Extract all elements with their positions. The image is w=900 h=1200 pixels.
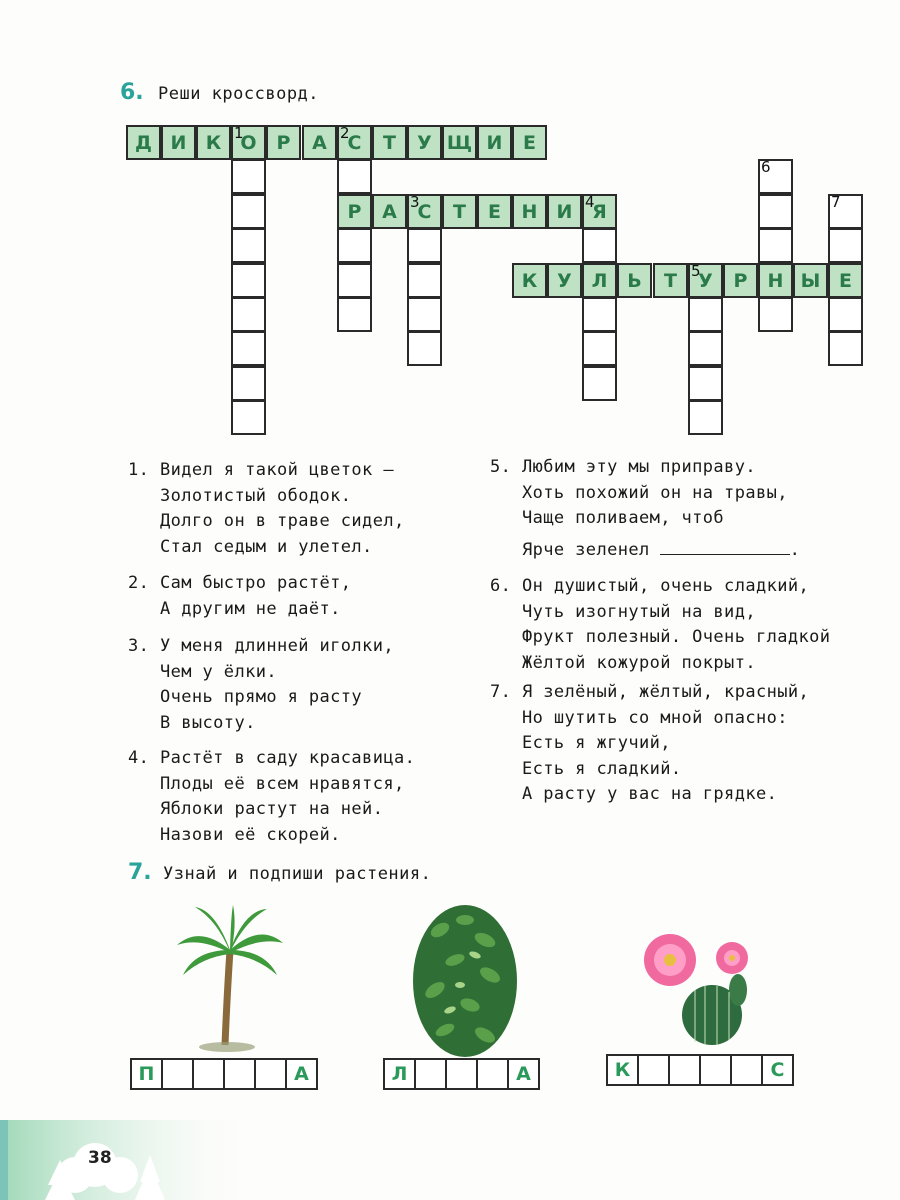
crossword-cell[interactable]: [337, 125, 372, 160]
crossword-cell[interactable]: [442, 194, 477, 229]
riddle-number: 7.: [490, 682, 512, 702]
crossword-letter: Р: [733, 269, 748, 292]
answer-letter-cell[interactable]: Л: [383, 1058, 416, 1090]
page-number: 38: [88, 1148, 112, 1168]
crossword-cell[interactable]: [828, 263, 863, 298]
riddle-line: Долго он в траве сидел,: [160, 511, 405, 531]
crossword-cell[interactable]: [477, 194, 512, 229]
palm-tree-image: [175, 905, 285, 1055]
crossword-cell[interactable]: [231, 297, 266, 332]
riddle: [490, 680, 810, 808]
riddle: [128, 458, 405, 560]
riddle-line: Я зелёный, жёлтый, красный,: [522, 682, 810, 702]
crossword-cell[interactable]: [477, 125, 512, 160]
riddle-line: Стал седым и улетел.: [160, 536, 373, 557]
crossword-cell[interactable]: [407, 263, 442, 298]
crossword-cell[interactable]: [337, 228, 372, 263]
crossword-cell[interactable]: [758, 228, 793, 263]
riddle-line: Растёт в саду красавица.: [160, 748, 416, 768]
crossword-cell[interactable]: [231, 366, 266, 401]
crossword-letter: Р: [276, 131, 291, 154]
crossword-cell[interactable]: [337, 263, 372, 298]
crossword-cell[interactable]: [231, 263, 266, 298]
riddle-line: Чаще поливаем, чтоб: [522, 508, 725, 528]
crossword-letter: Щ: [446, 131, 473, 154]
answer-letter-cell[interactable]: [730, 1054, 763, 1086]
answer-box-palm[interactable]: [130, 1058, 318, 1090]
crossword-letter: А: [382, 200, 397, 223]
riddle: [490, 455, 801, 563]
crossword-cell[interactable]: [828, 228, 863, 263]
crossword-cell[interactable]: [442, 125, 477, 160]
crossword-cell[interactable]: [688, 297, 723, 332]
riddle-line: Но шутить со мной опасно:: [522, 707, 788, 728]
answer-letter-cell[interactable]: [476, 1058, 509, 1090]
riddle-line: Есть я жгучий,: [522, 733, 671, 753]
crossword-clue-number: 3: [410, 193, 420, 211]
crossword-cell[interactable]: [547, 263, 582, 298]
answer-box-cactus[interactable]: [606, 1054, 794, 1086]
crossword-cell[interactable]: [653, 263, 688, 298]
crossword-cell[interactable]: [372, 194, 407, 229]
crossword-letter: У: [698, 269, 713, 292]
crossword-letter: К: [205, 131, 222, 154]
answer-letter-cell[interactable]: [161, 1058, 194, 1090]
crossword-letter: Н: [767, 269, 784, 292]
crossword-clue-number: 7: [831, 193, 841, 211]
crossword-cell[interactable]: [723, 263, 758, 298]
crossword-letter: Д: [135, 131, 152, 154]
crossword-cell[interactable]: [407, 194, 442, 229]
riddle-line: Фрукт полезный. Очень гладкой: [522, 627, 831, 647]
crossword-clue-number: 4: [585, 193, 595, 211]
riddle-line: Он душистый, очень сладкий,: [522, 576, 810, 596]
riddle-number: 4.: [128, 748, 150, 768]
answer-letter-cell[interactable]: С: [761, 1054, 794, 1086]
task-6-instruction: Реши кроссворд.: [158, 84, 320, 104]
crossword-letter: Я: [592, 200, 607, 223]
crossword-cell[interactable]: [512, 263, 547, 298]
answer-letter-cell[interactable]: А: [285, 1058, 318, 1090]
riddle: [128, 634, 394, 736]
crossword-cell[interactable]: [582, 228, 617, 263]
crossword-clue-number: 1: [234, 124, 244, 142]
crossword-cell[interactable]: [512, 125, 547, 160]
crossword-cell[interactable]: [758, 263, 793, 298]
riddle-line: Золотистый ободок.: [160, 485, 352, 506]
riddle-line: Жёлтой кожурой покрыт.: [522, 652, 756, 673]
task-6-number: 6.: [120, 80, 144, 105]
crossword-cell[interactable]: [582, 331, 617, 366]
crossword-cell[interactable]: [407, 331, 442, 366]
answer-letter-cell[interactable]: [254, 1058, 287, 1090]
crossword-cell[interactable]: [231, 125, 266, 160]
crossword-letter: И: [556, 200, 573, 223]
crossword-letter: У: [557, 269, 572, 292]
crossword-cell[interactable]: [196, 125, 231, 160]
footer-decoration: [0, 1120, 240, 1200]
riddle-line: Видел я такой цветок —: [160, 460, 394, 480]
crossword-cell[interactable]: [758, 297, 793, 332]
crossword-clue-number: 6: [761, 158, 771, 176]
crossword-letter: Р: [347, 200, 362, 223]
answer-letter-cell[interactable]: [414, 1058, 447, 1090]
crossword-cell[interactable]: [582, 263, 617, 298]
crossword-cell[interactable]: [688, 263, 723, 298]
crossword-clue-number: 2: [340, 124, 350, 142]
task-7-instruction: Узнай и подпиши растения.: [163, 864, 432, 884]
crossword-cell[interactable]: [337, 159, 372, 194]
crossword-cell[interactable]: [582, 194, 617, 229]
crossword-letter: С: [347, 131, 362, 154]
answer-letter-cell[interactable]: [223, 1058, 256, 1090]
crossword-letter: Т: [383, 131, 396, 154]
crossword-letter: К: [521, 269, 538, 292]
task-7-number: 7.: [128, 860, 152, 885]
crossword-cell[interactable]: [231, 194, 266, 229]
answer-letter-cell[interactable]: А: [507, 1058, 540, 1090]
crossword-letter: Л: [591, 269, 608, 292]
crossword-letter: Е: [523, 131, 536, 154]
riddle-number: 2.: [128, 573, 150, 593]
crossword-cell[interactable]: [161, 125, 196, 160]
crossword-cell[interactable]: [828, 331, 863, 366]
riddle-line: Чем у ёлки.: [160, 661, 277, 682]
riddle-number: 6.: [490, 576, 512, 596]
crossword-cell[interactable]: [793, 263, 828, 298]
crossword-letter: С: [417, 200, 432, 223]
crossword-letter: О: [240, 131, 257, 154]
answer-letter-cell[interactable]: [699, 1054, 732, 1086]
crossword-letter: Ь: [627, 269, 642, 292]
crossword-letter: Е: [488, 200, 501, 223]
answer-box-climbing-plant[interactable]: [383, 1058, 540, 1090]
riddle-number: 5.: [490, 457, 512, 477]
riddle-line: Любим эту мы приправу.: [522, 457, 756, 477]
riddle-line: Очень прямо я расту: [160, 687, 363, 707]
riddle-line: У меня длинней иголки,: [160, 636, 394, 656]
crossword-cell[interactable]: [407, 125, 442, 160]
riddle-line: Хоть похожий он на травы,: [522, 482, 788, 503]
crossword-cell[interactable]: [231, 159, 266, 194]
crossword-cell[interactable]: [231, 228, 266, 263]
crossword-letter: А: [312, 131, 327, 154]
riddle-line: А расту у вас на грядке.: [522, 784, 778, 804]
crossword-cell[interactable]: [231, 400, 266, 435]
crossword-cell[interactable]: [126, 125, 161, 160]
crossword-clue-number: 5: [691, 262, 701, 280]
riddle-line: Ярче зеленел: [522, 539, 650, 560]
crossword-cell[interactable]: [512, 194, 547, 229]
riddle: [128, 571, 352, 622]
riddle-line: В высоту.: [160, 712, 256, 733]
climbing-plant-image: [405, 905, 525, 1057]
crossword-cell[interactable]: [828, 194, 863, 229]
riddle-number: 1.: [128, 460, 150, 480]
answer-blank[interactable]: [660, 553, 790, 555]
crossword-letter: У: [417, 131, 432, 154]
crossword-cell[interactable]: [758, 159, 793, 194]
riddle-line: Есть я сладкий.: [522, 758, 682, 779]
answer-letter-cell[interactable]: [445, 1058, 478, 1090]
riddle-line: Чуть изогнутый на вид,: [522, 601, 756, 622]
crossword-cell[interactable]: [372, 125, 407, 160]
crossword-cell[interactable]: [407, 228, 442, 263]
crossword-letter: Н: [521, 200, 538, 223]
crossword-letter: Т: [664, 269, 677, 292]
riddle-line: Назови её скорей.: [160, 824, 341, 845]
crossword-letter: И: [170, 131, 187, 154]
crossword-grid: [0, 0, 900, 460]
crossword-cell[interactable]: [688, 331, 723, 366]
riddle-line: Плоды её всем нравятся,: [160, 773, 405, 794]
crossword-letter: Е: [839, 269, 852, 292]
crossword-cell[interactable]: [302, 125, 337, 160]
crossword-cell[interactable]: [266, 125, 301, 160]
riddle-line-with-blank: [522, 538, 800, 564]
crossword-cell[interactable]: [582, 297, 617, 332]
crossword-cell[interactable]: [828, 297, 863, 332]
crossword-cell[interactable]: [688, 366, 723, 401]
crossword-letter: Т: [453, 200, 466, 223]
riddle-line-end: .: [789, 539, 801, 560]
riddle: [490, 574, 831, 676]
riddle-number: 3.: [128, 636, 150, 656]
answer-letter-cell[interactable]: [668, 1054, 701, 1086]
crossword-cell[interactable]: [407, 297, 442, 332]
answer-letter-cell[interactable]: К: [606, 1054, 639, 1086]
riddle-line: Сам быстро растёт,: [160, 573, 352, 593]
answer-letter-cell[interactable]: П: [130, 1058, 163, 1090]
crossword-cell[interactable]: [337, 297, 372, 332]
crossword-letter: И: [486, 131, 503, 154]
answer-letter-cell[interactable]: [637, 1054, 670, 1086]
crossword-cell[interactable]: [337, 194, 372, 229]
riddle: [128, 746, 416, 848]
riddle-line: А другим не даёт.: [160, 598, 341, 619]
crossword-cell[interactable]: [758, 194, 793, 229]
answer-letter-cell[interactable]: [192, 1058, 225, 1090]
crossword-cell[interactable]: [688, 400, 723, 435]
riddle-line: Яблоки растут на ней.: [160, 799, 384, 819]
crossword-cell[interactable]: [547, 194, 582, 229]
crossword-cell[interactable]: [231, 331, 266, 366]
crossword-letter: Ы: [800, 269, 821, 292]
crossword-cell[interactable]: [617, 263, 652, 298]
crossword-cell[interactable]: [582, 366, 617, 401]
cactus-image: [640, 930, 760, 1050]
